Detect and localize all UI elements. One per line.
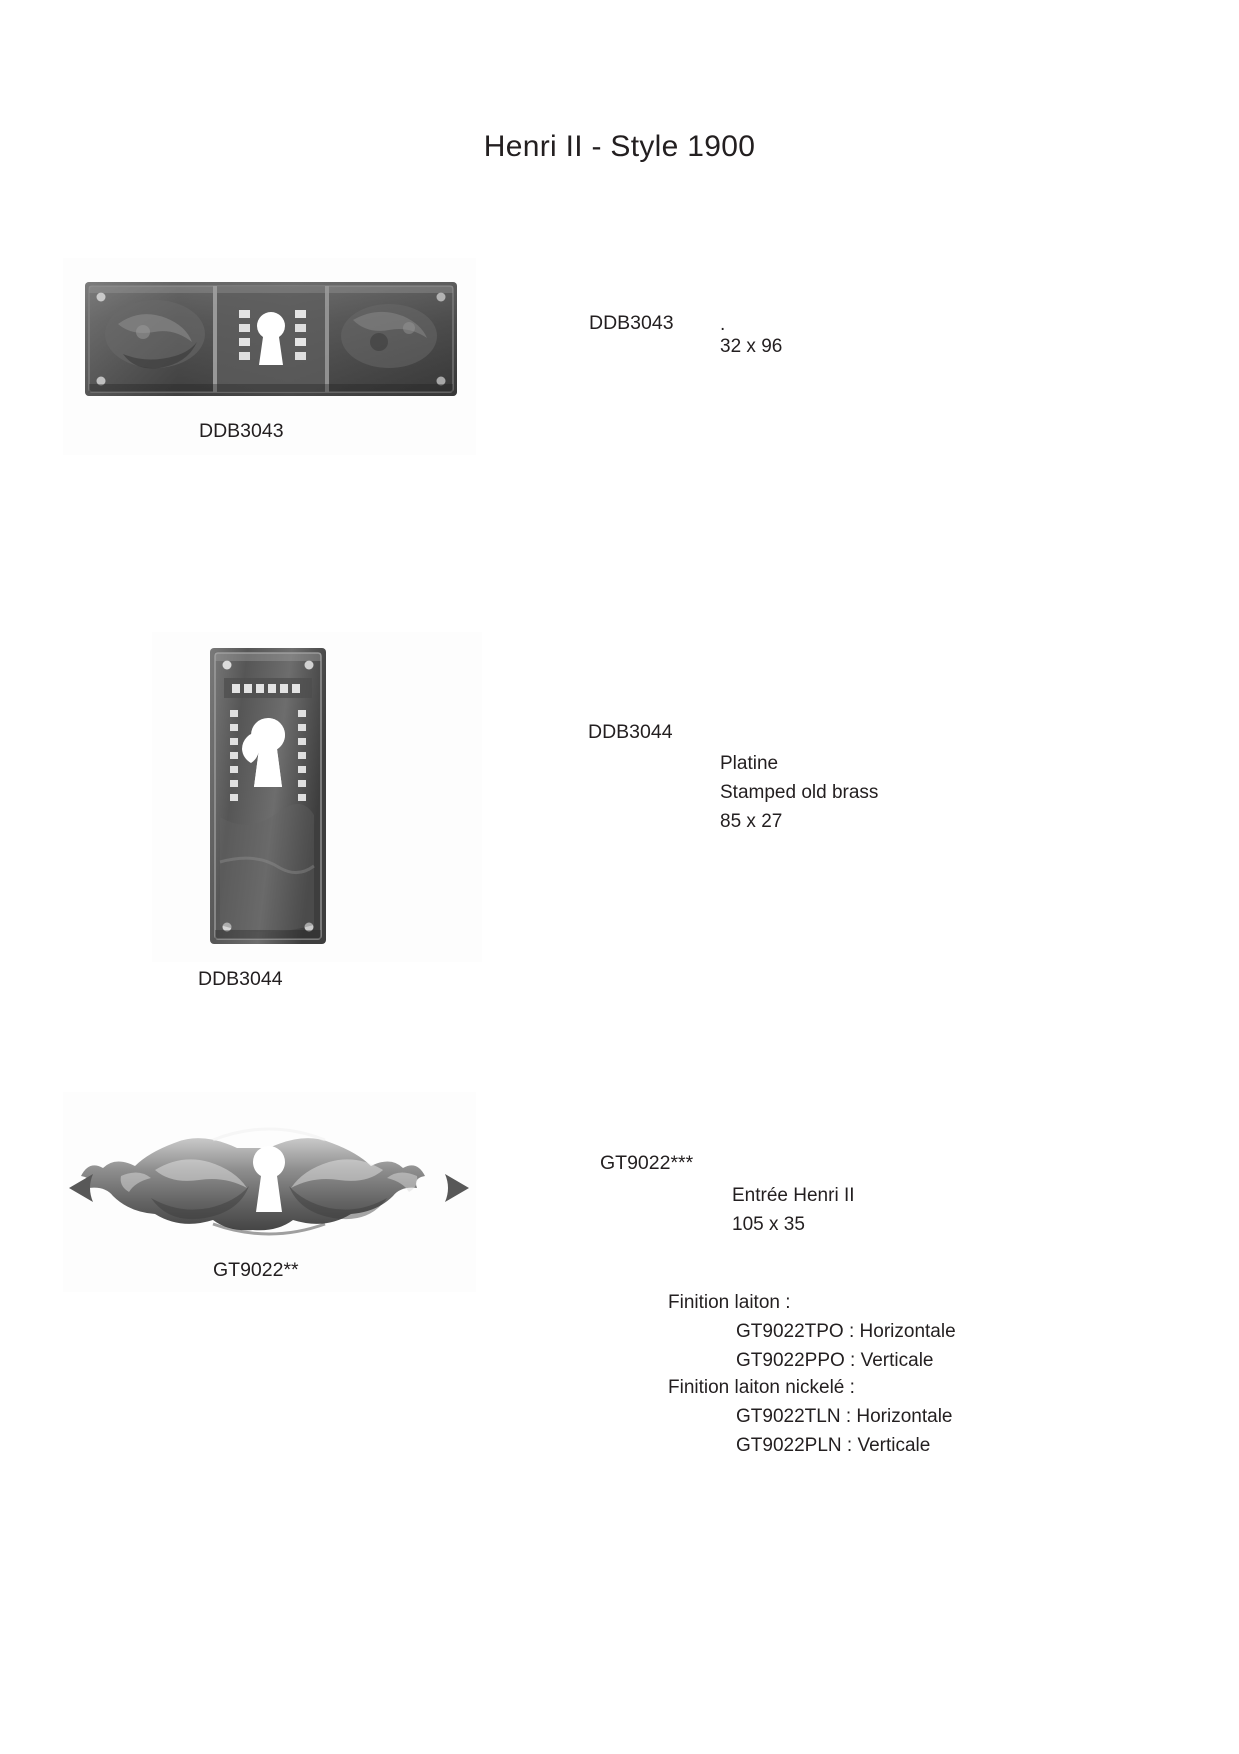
ddb3044-plate-photo — [152, 632, 482, 962]
gt9022-spec-lines — [732, 1181, 855, 1239]
ddb3044-caption: DDB3044 — [198, 968, 283, 990]
finish-nickel-item-vertical: GT9022PLN : Verticale — [736, 1435, 931, 1456]
ddb3044-spec-material: Stamped old brass — [720, 782, 879, 803]
ddb3044-spec-size: 85 x 27 — [720, 811, 783, 832]
finish-nickel-title: Finition laiton nickelé : — [668, 1377, 855, 1398]
finish-brass-item-horizontal: GT9022TPO : Horizontale — [736, 1321, 956, 1342]
ddb3044-spec-type: Platine — [720, 753, 779, 774]
ddb3043-spec-size: 32 x 96 — [720, 336, 783, 357]
finish-brass-item-vertical: GT9022PPO : Verticale — [736, 1350, 934, 1371]
ddb3043-spec-code: DDB3043 — [589, 312, 674, 334]
ddb3044-spec-lines — [720, 749, 878, 836]
finish-brass-title: Finition laiton : — [668, 1292, 791, 1313]
gt9022-finish-nickel — [668, 1373, 953, 1460]
ddb3044-photo-frame — [152, 632, 482, 962]
finish-nickel-item-horizontal: GT9022TLN : Horizontale — [736, 1406, 953, 1427]
gt9022-caption: GT9022** — [213, 1259, 299, 1281]
gt9022-finish-brass — [668, 1288, 956, 1375]
ddb3043-spec-dot: . — [720, 314, 726, 335]
ddb3043-spec-lines — [720, 314, 783, 361]
ddb3043-caption: DDB3043 — [199, 420, 284, 442]
gt9022-spec-code: GT9022*** — [600, 1152, 694, 1174]
ddb3044-spec-code: DDB3044 — [588, 721, 673, 743]
gt9022-spec-type: Entrée Henri II — [732, 1185, 855, 1206]
gt9022-spec-size: 105 x 35 — [732, 1214, 805, 1235]
page-title: Henri II - Style 1900 — [483, 130, 756, 163]
